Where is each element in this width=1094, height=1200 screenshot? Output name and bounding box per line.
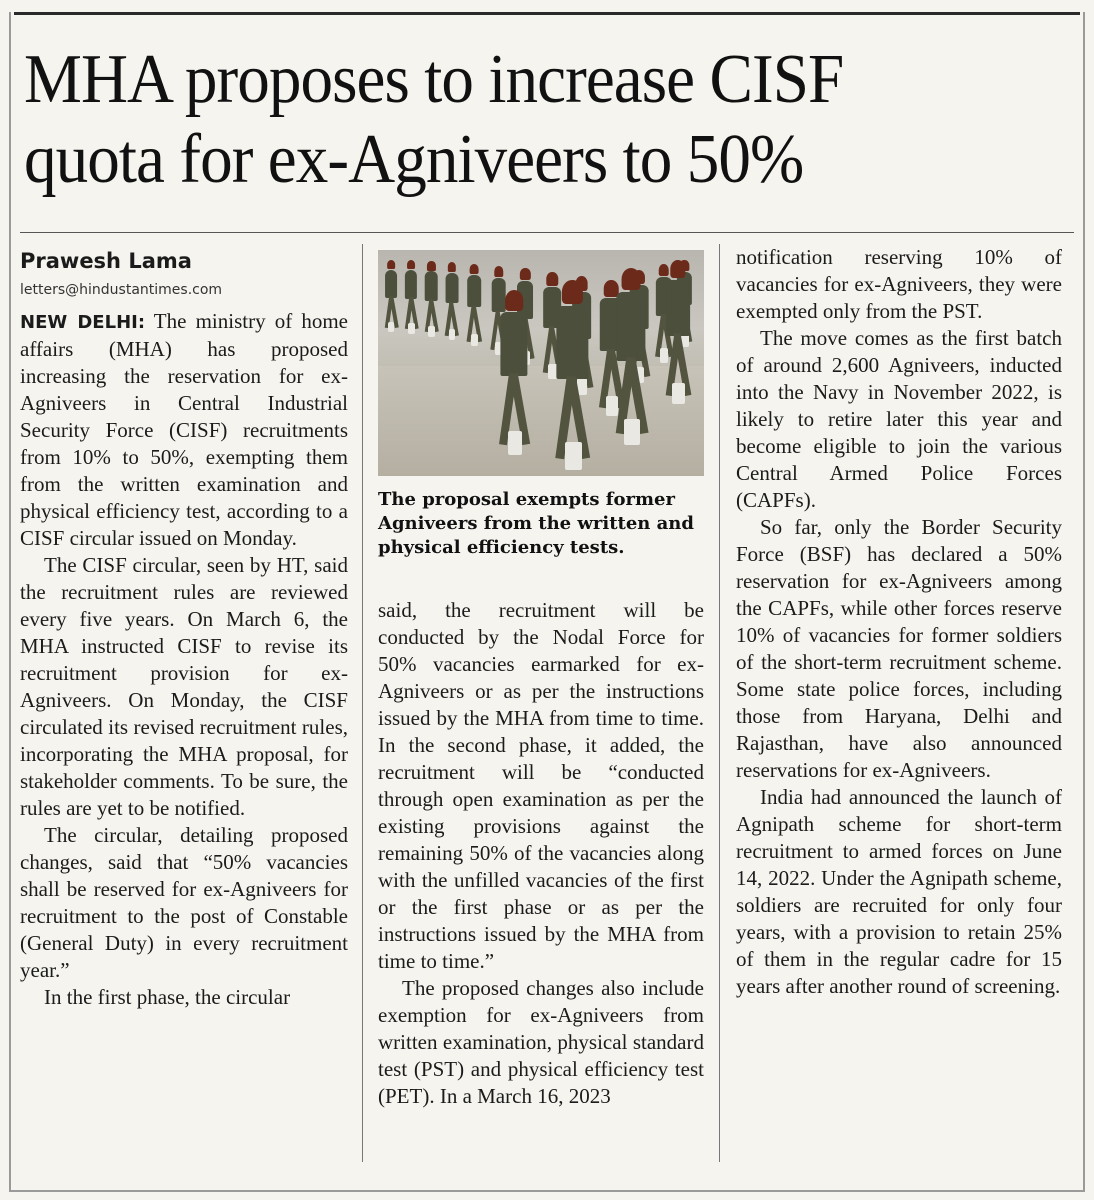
paragraph: The circular, detailing proposed changes, said that “50% vacancies shall be reserved for ex-Agniveers for recruitment to the post of Constable (General Duty) in every recruitment year.” [20,823,348,982]
parade-ground [378,366,704,476]
soldier-figure [498,290,530,466]
soldier-figure [554,280,591,476]
soldier-figure [384,260,398,337]
paragraph: India had announced the launch of Agnipath scheme for short-term recruitment to armed forces on June 14, 2022. Under the Agnipath scheme, soldiers are recruited for only four years, with a provision to retain 25% of them in the regular cadre for 15 years after another round of screening. [736,785,1062,998]
soldier-figure [466,264,482,352]
right-border [1083,12,1085,1192]
paragraph: So far, only the Border Security Force (BSF) has declared a 50% reservation for ex-Agniveers among the CAPFs, while other forces reserve 10% of vacancies for former soldiers of the short-term recruitment scheme. Some state police forces, including those from Haryana, Delhi and Rajasthan, have also announced reservations for ex-Agniveers. [736,515,1062,782]
soldier-figure [664,260,692,414]
top-rule [14,12,1080,15]
paragraph: notification reserving 10% of vacancies for ex-Agniveers, they were exempted only from the PST. [736,245,1062,323]
headline-line-2: quota for ex-Agniveers to 50% [24,121,804,198]
paragraph: In the first phase, the circular [44,985,291,1009]
left-border [9,12,11,1192]
paragraph: The proposed changes also include exemption for ex-Agniveers from written examination, physical standard test (PST) and physical efficiency test (PET). In a March 16, 2023 [378,976,704,1108]
paragraph [20,308,348,552]
soldier-figure [404,260,418,339]
article-column-3 [736,244,1062,1000]
headline-line-1: MHA proposes to increase CISF [24,41,844,118]
article-column-2 [378,597,704,1110]
author-email: letters@hindustantimes.com [20,282,223,298]
soldier-figure [614,268,648,457]
dateline: NEW DELHI: [20,312,146,333]
column-divider [362,244,363,1162]
headline-rule [20,232,1074,233]
column-divider [719,244,720,1162]
article-column-1 [20,244,348,1011]
headline [24,40,1001,200]
paragraph: The CISF circular, seen by HT, said the recruitment rules are reviewed every five years. On March 6, the MHA instructed CISF to revise its recruitment provision for ex-Agniveers. On Monday, the CISF circulated its revised recruitment rules, incorporating the MHA proposal, for stakeholder comments. To be sure, the rules are yet to be notified. [20,553,348,820]
paragraph: said, the recruitment will be conducted by the Nodal Force for 50% vacancies earmarked for ex-Agniveers or as per the instructions issued by the MHA from time to time. In the second phase, it added, the recruitment will be “conducted through open examination as per the existing provisions against the remaining 50% of the vacancies along with the unfilled vacancies of the first or the first phase or as per the instructions issued by the MHA from time to time.” [378,598,704,973]
soldier-figure [444,262,459,346]
photo-caption: The proposal exempts former Agniveers from the written and physical efficiency tests. [378,489,694,558]
byline: Prawesh Lama [20,249,192,273]
paragraph-text: The ministry of home affairs (MHA) has proposed increasing the reservation for ex-Agniveers in Central Industrial Security Force (CISF) recruitments from 10% to 50%, exempting them from the written examination and physical efficiency test, according to a CISF circular issued on Monday. [20,309,348,550]
news-photo-marching-soldiers [378,250,704,476]
soldier-figure [424,261,439,342]
bottom-border [9,1190,1085,1192]
paragraph: The move comes as the first batch of around 2,600 Agniveers, inducted into the Navy in November 2022, is likely to retire later this year and become eligible to join the various Central Armed Police Forces (CAPFs). [736,326,1062,512]
